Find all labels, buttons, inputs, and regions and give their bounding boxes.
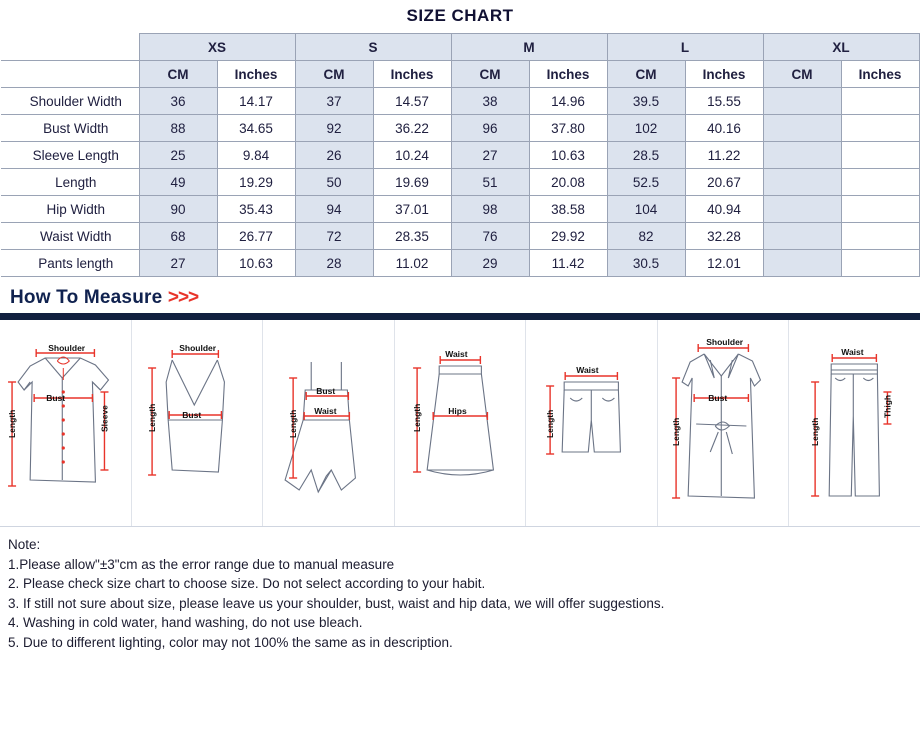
figure-label: Length [545,409,556,438]
cell-value [763,169,841,196]
cell-value: 28 [295,250,373,277]
cell-value: 104 [607,196,685,223]
cell-value [841,115,919,142]
cell-value: 19.29 [217,169,295,196]
cell-value [763,115,841,142]
figure-shorts [526,320,658,526]
size-header-m: M [451,34,607,61]
cell-value: 14.57 [373,88,451,115]
cell-value: 37.01 [373,196,451,223]
cell-value: 50 [295,169,373,196]
page-title: SIZE CHART [406,6,514,25]
cell-value: 27 [451,142,529,169]
cell-value: 38 [451,88,529,115]
figure-label: Length [146,403,157,432]
figure-skirt [395,320,527,526]
cell-value [841,196,919,223]
cell-value: 68 [139,223,217,250]
figure-label: Waist [444,349,468,359]
cell-value: 28.5 [607,142,685,169]
cell-value: 94 [295,196,373,223]
cell-value: 98 [451,196,529,223]
cell-value [841,169,919,196]
unit-header-xs-cm: CM [139,61,217,88]
cell-value: 25 [139,142,217,169]
cell-value: 19.69 [373,169,451,196]
cell-value: 37 [295,88,373,115]
unit-header-xs-in: Inches [217,61,295,88]
cell-value [763,196,841,223]
cell-value: 92 [295,115,373,142]
cell-value: 10.63 [529,142,607,169]
cell-value: 82 [607,223,685,250]
cell-value: 39.5 [607,88,685,115]
note-item: 1.Please allow"±3"cm as the error range due to manual measure [8,556,395,572]
unit-header-s-in: Inches [373,61,451,88]
unit-header-l-in: Inches [685,61,763,88]
size-header-xs: XS [139,34,295,61]
how-to-measure-heading [0,287,920,309]
row-label: Hip Width [1,196,139,223]
cell-value: 28.35 [373,223,451,250]
figure-label: Shoulder [706,337,744,347]
cell-value: 15.55 [685,88,763,115]
cell-value: 27 [139,250,217,277]
cell-value: 49 [139,169,217,196]
cell-value: 29 [451,250,529,277]
note-item: 3. If still not sure about size, please leave us your shoulder, bust, waist and hip data, we will offer suggestions. [8,595,665,611]
cell-value [763,142,841,169]
figure-label: Waist [841,347,865,357]
table-row [1,169,919,196]
table-row [1,142,919,169]
row-label: Bust Width [1,115,139,142]
cell-value [841,223,919,250]
cell-value: 26.77 [217,223,295,250]
note-item: 2. Please check size chart to choose size. Do not select according to your habit. [8,576,486,591]
unit-header-xl-in: Inches [841,61,919,88]
cell-value: 52.5 [607,169,685,196]
figure-trousers [789,320,920,526]
row-label: Length [1,169,139,196]
figure-label: Bust [316,386,336,396]
cell-value: 37.80 [529,115,607,142]
figure-skater-dress [263,320,395,526]
cell-value: 20.67 [685,169,763,196]
figure-tank-top [132,320,264,526]
table-row [1,196,919,223]
unit-header-s-cm: CM [295,61,373,88]
unit-header-m-in: Inches [529,61,607,88]
cell-value: 14.96 [529,88,607,115]
cell-value: 40.94 [685,196,763,223]
cell-value: 36 [139,88,217,115]
table-row [1,88,919,115]
table-row [1,115,919,142]
cell-value: 34.65 [217,115,295,142]
figure-label: Length [810,417,821,446]
figure-label: Length [288,409,299,438]
cell-value: 20.08 [529,169,607,196]
cell-value [841,88,919,115]
cell-value: 38.58 [529,196,607,223]
figure-label: Length [670,417,681,446]
figure-label: Length [411,403,422,432]
how-to-measure-label: How To Measure [10,287,163,308]
cell-value: 12.01 [685,250,763,277]
cell-value: 29.92 [529,223,607,250]
cell-value: 51 [451,169,529,196]
figure-label: Hips [447,406,467,416]
cell-value: 72 [295,223,373,250]
table-header-sizes [1,34,919,61]
cell-value: 76 [451,223,529,250]
cell-value [841,250,919,277]
cell-value: 96 [451,115,529,142]
figure-label: Shoulder [178,343,216,353]
cell-value: 11.02 [373,250,451,277]
row-label: Waist Width [1,223,139,250]
notes-heading: Note: [8,537,41,552]
cell-value: 11.42 [529,250,607,277]
measure-figures [0,320,920,527]
cell-value: 10.24 [373,142,451,169]
cell-value: 32.28 [685,223,763,250]
note-item: 4. Washing in cold water, hand washing, do not use bleach. [8,615,363,630]
figure-label: Sleeve [99,405,110,432]
size-header-xl: XL [763,34,919,61]
table-corner-cell [1,34,139,61]
cell-value: 9.84 [217,142,295,169]
cell-value: 40.16 [685,115,763,142]
notes-section [0,527,920,652]
section-divider-bar [0,313,920,320]
cell-value: 88 [139,115,217,142]
note-item: 5. Due to different lighting, color may not 100% the same as in description. [8,634,453,650]
cell-value: 102 [607,115,685,142]
unit-header-l-cm: CM [607,61,685,88]
table-header-units [1,61,919,88]
table-corner-cell-2 [1,61,139,88]
how-to-measure-section [0,287,920,527]
cell-value [763,223,841,250]
cell-value: 35.43 [217,196,295,223]
figure-label: Bust [708,393,728,403]
cell-value: 90 [139,196,217,223]
figure-label: Waist [314,406,337,416]
cell-value [763,250,841,277]
row-label: Sleeve Length [1,142,139,169]
cell-value: 14.17 [217,88,295,115]
row-label: Pants length [1,250,139,277]
cell-value: 36.22 [373,115,451,142]
unit-header-m-cm: CM [451,61,529,88]
figure-label: Shoulder [48,343,86,353]
figure-label: Bust [46,393,66,403]
size-header-s: S [295,34,451,61]
figure-label: Length [7,409,18,438]
figure-blouse [0,320,132,526]
size-header-l: L [607,34,763,61]
cell-value: 10.63 [217,250,295,277]
row-label: Shoulder Width [1,88,139,115]
unit-header-xl-cm: CM [763,61,841,88]
figure-long-coat [658,320,790,526]
table-row [1,223,919,250]
cell-value: 30.5 [607,250,685,277]
figure-label: Bust [181,410,201,420]
figure-label: Waist [576,365,599,375]
cell-value [841,142,919,169]
cell-value: 26 [295,142,373,169]
table-row [1,250,919,277]
arrows-icon: >>> [167,287,199,308]
size-chart-table [1,33,920,277]
figure-label: Thigh [882,394,893,418]
cell-value [763,88,841,115]
cell-value: 11.22 [685,142,763,169]
